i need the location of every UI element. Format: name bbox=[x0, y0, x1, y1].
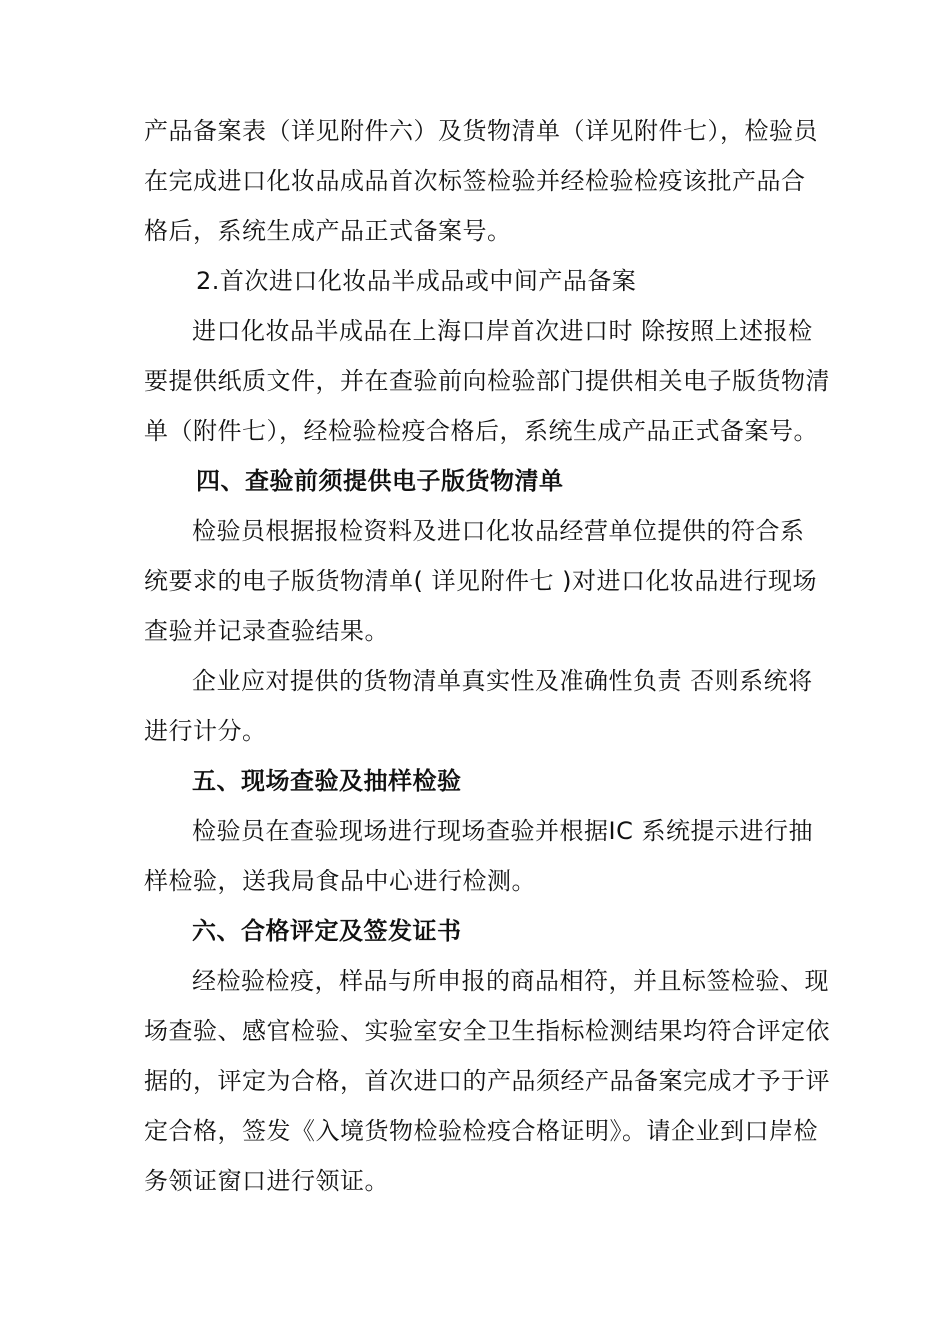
section-heading: 六、合格评定及签发证书 bbox=[192, 917, 462, 945]
paragraph-line: 样检验，送我局食品中心进行检测。 bbox=[144, 867, 536, 895]
paragraph-line: 定合格，签发《入境货物检验检疫合格证明》。请企业到口岸检 bbox=[144, 1117, 818, 1145]
paragraph-line: 统要求的电子版货物清单( 详见附件七 )对进口化妆品进行现场 bbox=[144, 567, 817, 595]
paragraph-line: 进行计分。 bbox=[144, 717, 267, 745]
paragraph-line: 查验并记录查验结果。 bbox=[144, 617, 389, 645]
section-heading: 四、查验前须提供电子版货物清单 bbox=[196, 467, 564, 495]
paragraph-line: 产品备案表（详见附件六）及货物清单（详见附件七），检验员 bbox=[144, 117, 818, 145]
paragraph-line: 检验员在查验现场进行现场查验并根据IC 系统提示进行抽 bbox=[192, 817, 813, 845]
paragraph-line: 在完成进口化妆品成品首次标签检验并经检验检疫该批产品合 bbox=[144, 167, 806, 195]
paragraph-line: 经检验检疫，样品与所申报的商品相符，并且标签检验、现 bbox=[192, 967, 829, 995]
paragraph-line: 要提供纸质文件，并在查验前向检验部门提供相关电子版货物清 bbox=[144, 367, 830, 395]
subsection-heading: 2.首次进口化妆品半成品或中间产品备案 bbox=[196, 267, 637, 295]
paragraph-line: 企业应对提供的货物清单真实性及准确性负责 否则系统将 bbox=[192, 667, 813, 695]
paragraph-line: 场查验、感官检验、实验室安全卫生指标检测结果均符合评定依 bbox=[144, 1017, 830, 1045]
section-heading: 五、现场查验及抽样检验 bbox=[192, 767, 462, 795]
paragraph-line: 务领证窗口进行领证。 bbox=[144, 1167, 389, 1195]
paragraph-line: 进口化妆品半成品在上海口岸首次进口时 除按照上述报检 bbox=[192, 317, 813, 345]
paragraph-line: 格后，系统生成产品正式备案号。 bbox=[144, 217, 512, 245]
paragraph-line: 据的，评定为合格，首次进口的产品须经产品备案完成才予于评 bbox=[144, 1067, 830, 1095]
paragraph-line: 检验员根据报检资料及进口化妆品经营单位提供的符合系 bbox=[192, 517, 805, 545]
paragraph-line: 单（附件七），经检验检疫合格后，系统生成产品正式备案号。 bbox=[144, 417, 818, 445]
